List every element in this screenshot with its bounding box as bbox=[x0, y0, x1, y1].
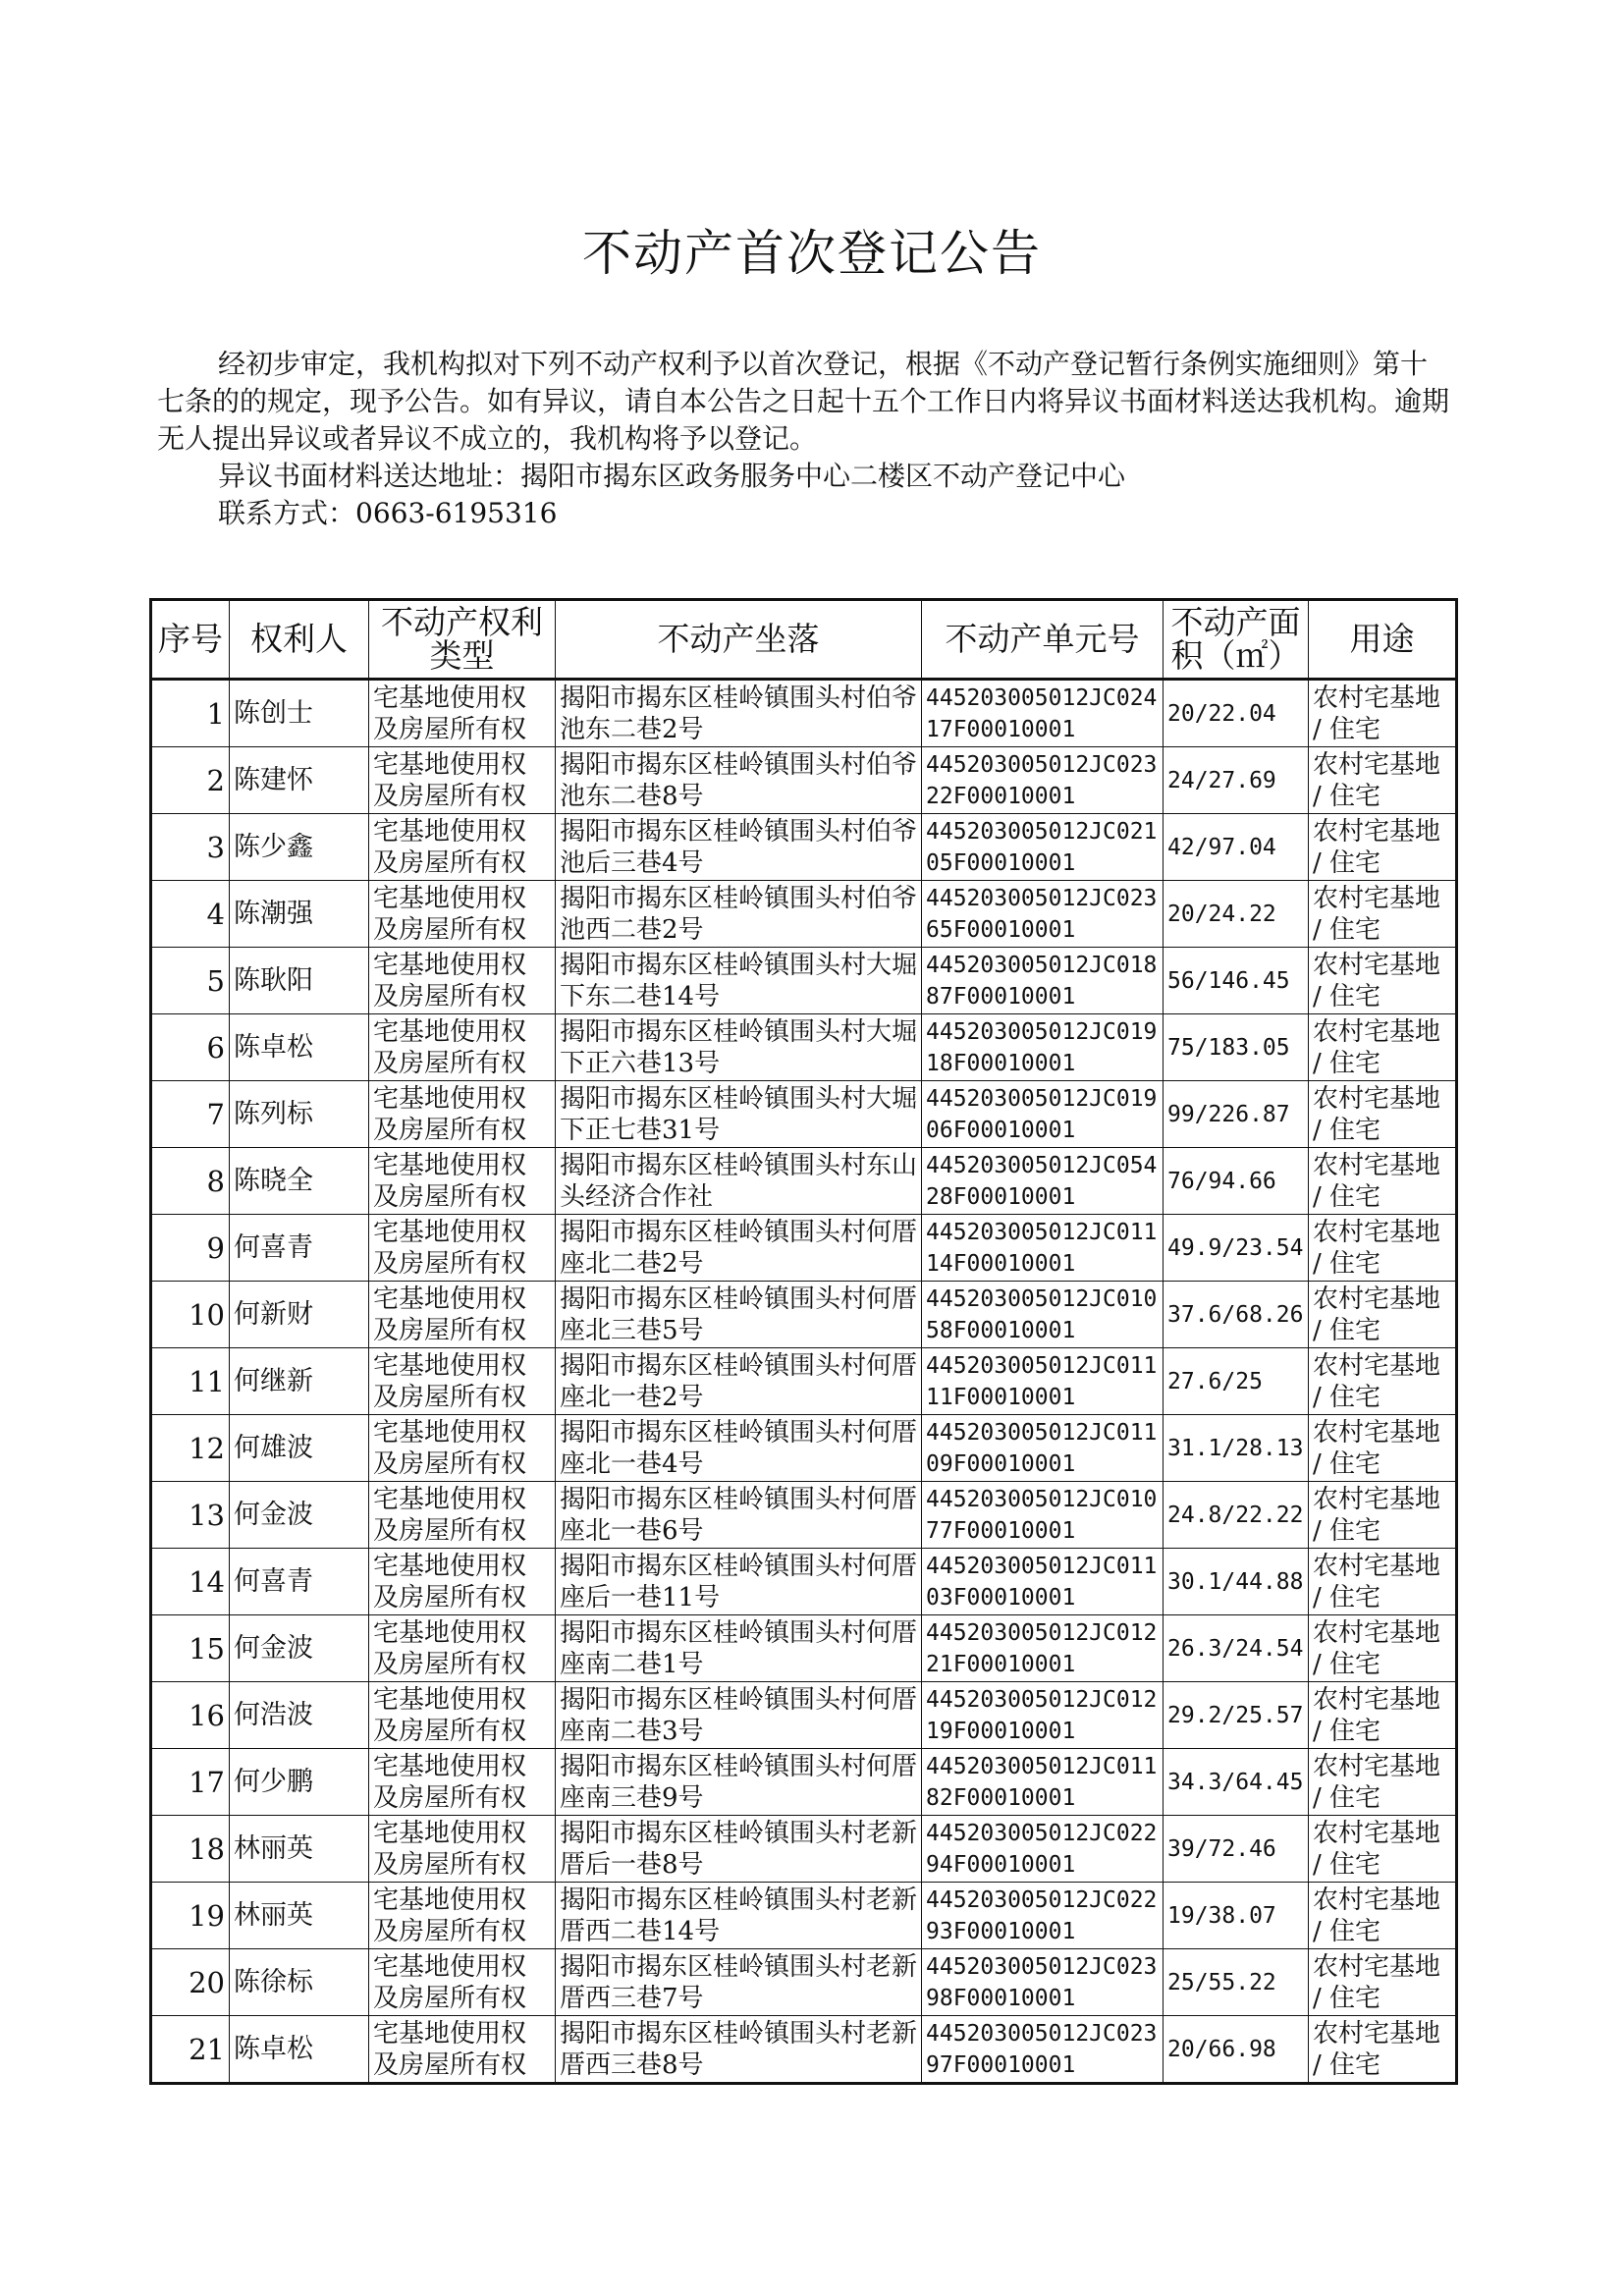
cell-location: 揭阳市揭东区桂岭镇围头村何厝座北二巷2号 bbox=[556, 1215, 922, 1282]
cell-use: 农村宅基地 / 住宅 bbox=[1309, 881, 1457, 948]
cell-no: 17 bbox=[151, 1749, 230, 1816]
cell-unit-number: 445203005012JC02294F00010001 bbox=[922, 1816, 1164, 1883]
table-row bbox=[151, 1816, 1457, 1883]
cell-area: 42/97.04 bbox=[1164, 814, 1309, 881]
cell-right-type: 宅基地使用权及房屋所有权 bbox=[369, 680, 556, 747]
table-row bbox=[151, 1282, 1457, 1348]
cell-location: 揭阳市揭东区桂岭镇围头村伯爷池东二巷8号 bbox=[556, 747, 922, 814]
cell-right-type: 宅基地使用权及房屋所有权 bbox=[369, 747, 556, 814]
cell-right-type: 宅基地使用权及房屋所有权 bbox=[369, 1949, 556, 2016]
cell-location: 揭阳市揭东区桂岭镇围头村老新厝西三巷7号 bbox=[556, 1949, 922, 2016]
cell-owner: 陈卓松 bbox=[230, 2016, 369, 2084]
cell-location: 揭阳市揭东区桂岭镇围头村大堀下正六巷13号 bbox=[556, 1014, 922, 1081]
cell-unit-number: 445203005012JC02293F00010001 bbox=[922, 1883, 1164, 1949]
cell-no: 2 bbox=[151, 747, 230, 814]
cell-use: 农村宅基地 / 住宅 bbox=[1309, 1949, 1457, 2016]
cell-no: 9 bbox=[151, 1215, 230, 1282]
cell-unit-number: 445203005012JC01077F00010001 bbox=[922, 1482, 1164, 1549]
cell-unit-number: 445203005012JC02365F00010001 bbox=[922, 881, 1164, 948]
table-row bbox=[151, 948, 1457, 1014]
table-row bbox=[151, 1415, 1457, 1482]
cell-area: 31.1/28.13 bbox=[1164, 1415, 1309, 1482]
cell-owner: 何喜青 bbox=[230, 1549, 369, 1615]
cell-owner: 陈创士 bbox=[230, 680, 369, 747]
table-row bbox=[151, 1949, 1457, 2016]
table-header-row bbox=[151, 600, 1457, 680]
cell-location: 揭阳市揭东区桂岭镇围头村何厝座北一巷4号 bbox=[556, 1415, 922, 1482]
cell-no: 20 bbox=[151, 1949, 230, 2016]
cell-unit-number: 445203005012JC05428F00010001 bbox=[922, 1148, 1164, 1215]
cell-unit-number: 445203005012JC01887F00010001 bbox=[922, 948, 1164, 1014]
cell-use: 农村宅基地 / 住宅 bbox=[1309, 1749, 1457, 1816]
cell-owner: 何少鹏 bbox=[230, 1749, 369, 1816]
cell-unit-number: 445203005012JC02322F00010001 bbox=[922, 747, 1164, 814]
cell-owner: 陈潮强 bbox=[230, 881, 369, 948]
table-row bbox=[151, 1215, 1457, 1282]
cell-use: 农村宅基地 / 住宅 bbox=[1309, 1415, 1457, 1482]
cell-right-type: 宅基地使用权及房屋所有权 bbox=[369, 1749, 556, 1816]
cell-unit-number: 445203005012JC01109F00010001 bbox=[922, 1415, 1164, 1482]
table-row bbox=[151, 1081, 1457, 1148]
cell-no: 5 bbox=[151, 948, 230, 1014]
cell-use: 农村宅基地 / 住宅 bbox=[1309, 1081, 1457, 1148]
cell-no: 6 bbox=[151, 1014, 230, 1081]
cell-use: 农村宅基地 / 住宅 bbox=[1309, 747, 1457, 814]
cell-right-type: 宅基地使用权及房屋所有权 bbox=[369, 881, 556, 948]
table-row bbox=[151, 881, 1457, 948]
cell-area: 30.1/44.88 bbox=[1164, 1549, 1309, 1615]
cell-unit-number: 445203005012JC01906F00010001 bbox=[922, 1081, 1164, 1148]
cell-use: 农村宅基地 / 住宅 bbox=[1309, 1282, 1457, 1348]
header-area: 不动产面积（㎡） bbox=[1164, 600, 1309, 680]
cell-owner: 何新财 bbox=[230, 1282, 369, 1348]
page-title: 不动产首次登记公告 bbox=[582, 225, 1042, 282]
cell-right-type: 宅基地使用权及房屋所有权 bbox=[369, 1482, 556, 1549]
cell-use: 农村宅基地 / 住宅 bbox=[1309, 1615, 1457, 1682]
cell-area: 34.3/64.45 bbox=[1164, 1749, 1309, 1816]
cell-location: 揭阳市揭东区桂岭镇围头村伯爷池东二巷2号 bbox=[556, 680, 922, 747]
table-row bbox=[151, 814, 1457, 881]
cell-location: 揭阳市揭东区桂岭镇围头村东山头经济合作社 bbox=[556, 1148, 922, 1215]
table-row bbox=[151, 680, 1457, 747]
cell-owner: 何喜青 bbox=[230, 1215, 369, 1282]
cell-location: 揭阳市揭东区桂岭镇围头村伯爷池西二巷2号 bbox=[556, 881, 922, 948]
cell-unit-number: 445203005012JC01114F00010001 bbox=[922, 1215, 1164, 1282]
cell-no: 3 bbox=[151, 814, 230, 881]
cell-unit-number: 445203005012JC01221F00010001 bbox=[922, 1615, 1164, 1682]
cell-location: 揭阳市揭东区桂岭镇围头村伯爷池后三巷4号 bbox=[556, 814, 922, 881]
cell-location: 揭阳市揭东区桂岭镇围头村何厝座北三巷5号 bbox=[556, 1282, 922, 1348]
cell-no: 21 bbox=[151, 2016, 230, 2084]
cell-right-type: 宅基地使用权及房屋所有权 bbox=[369, 1682, 556, 1749]
header-unit-number: 不动产单元号 bbox=[922, 600, 1164, 680]
cell-owner: 何雄波 bbox=[230, 1415, 369, 1482]
cell-right-type: 宅基地使用权及房屋所有权 bbox=[369, 1148, 556, 1215]
cell-use: 农村宅基地 / 住宅 bbox=[1309, 1682, 1457, 1749]
table-row bbox=[151, 1549, 1457, 1615]
cell-area: 37.6/68.26 bbox=[1164, 1282, 1309, 1348]
cell-owner: 林丽英 bbox=[230, 1816, 369, 1883]
cell-use: 农村宅基地 / 住宅 bbox=[1309, 680, 1457, 747]
cell-use: 农村宅基地 / 住宅 bbox=[1309, 1348, 1457, 1415]
cell-unit-number: 445203005012JC02398F00010001 bbox=[922, 1949, 1164, 2016]
cell-owner: 陈徐标 bbox=[230, 1949, 369, 2016]
cell-owner: 陈卓松 bbox=[230, 1014, 369, 1081]
cell-use: 农村宅基地 / 住宅 bbox=[1309, 948, 1457, 1014]
cell-location: 揭阳市揭东区桂岭镇围头村大堀下正七巷31号 bbox=[556, 1081, 922, 1148]
cell-unit-number: 445203005012JC01111F00010001 bbox=[922, 1348, 1164, 1415]
table-row bbox=[151, 1482, 1457, 1549]
cell-right-type: 宅基地使用权及房屋所有权 bbox=[369, 1014, 556, 1081]
cell-no: 7 bbox=[151, 1081, 230, 1148]
cell-right-type: 宅基地使用权及房屋所有权 bbox=[369, 2016, 556, 2084]
cell-no: 1 bbox=[151, 680, 230, 747]
cell-owner: 陈少鑫 bbox=[230, 814, 369, 881]
objection-address: 异议书面材料送达地址：揭阳市揭东区政务服务中心二楼区不动产登记中心 bbox=[218, 460, 1126, 492]
cell-use: 农村宅基地 / 住宅 bbox=[1309, 1482, 1457, 1549]
cell-no: 11 bbox=[151, 1348, 230, 1415]
cell-right-type: 宅基地使用权及房屋所有权 bbox=[369, 1883, 556, 1949]
cell-owner: 何金波 bbox=[230, 1615, 369, 1682]
cell-use: 农村宅基地 / 住宅 bbox=[1309, 1148, 1457, 1215]
cell-area: 26.3/24.54 bbox=[1164, 1615, 1309, 1682]
cell-location: 揭阳市揭东区桂岭镇围头村何厝座后一巷11号 bbox=[556, 1549, 922, 1615]
cell-location: 揭阳市揭东区桂岭镇围头村老新厝后一巷8号 bbox=[556, 1816, 922, 1883]
cell-area: 99/226.87 bbox=[1164, 1081, 1309, 1148]
table-row bbox=[151, 1682, 1457, 1749]
cell-right-type: 宅基地使用权及房屋所有权 bbox=[369, 1816, 556, 1883]
cell-no: 14 bbox=[151, 1549, 230, 1615]
cell-owner: 陈晓全 bbox=[230, 1148, 369, 1215]
cell-location: 揭阳市揭东区桂岭镇围头村老新厝西二巷14号 bbox=[556, 1883, 922, 1949]
header-location: 不动产坐落 bbox=[556, 600, 922, 680]
header-use: 用途 bbox=[1309, 600, 1457, 680]
cell-area: 27.6/25 bbox=[1164, 1348, 1309, 1415]
cell-area: 25/55.22 bbox=[1164, 1949, 1309, 2016]
cell-unit-number: 445203005012JC01182F00010001 bbox=[922, 1749, 1164, 1816]
cell-area: 75/183.05 bbox=[1164, 1014, 1309, 1081]
cell-unit-number: 445203005012JC01103F00010001 bbox=[922, 1549, 1164, 1615]
cell-no: 15 bbox=[151, 1615, 230, 1682]
cell-area: 24/27.69 bbox=[1164, 747, 1309, 814]
table-row bbox=[151, 1615, 1457, 1682]
cell-no: 4 bbox=[151, 881, 230, 948]
cell-use: 农村宅基地 / 住宅 bbox=[1309, 1215, 1457, 1282]
cell-unit-number: 445203005012JC01918F00010001 bbox=[922, 1014, 1164, 1081]
cell-area: 20/66.98 bbox=[1164, 2016, 1309, 2084]
header-no: 序号 bbox=[151, 600, 230, 680]
cell-area: 29.2/25.57 bbox=[1164, 1682, 1309, 1749]
cell-location: 揭阳市揭东区桂岭镇围头村大堀下东二巷14号 bbox=[556, 948, 922, 1014]
cell-area: 20/22.04 bbox=[1164, 680, 1309, 747]
cell-owner: 何继新 bbox=[230, 1348, 369, 1415]
cell-location: 揭阳市揭东区桂岭镇围头村何厝座北一巷2号 bbox=[556, 1348, 922, 1415]
registration-table bbox=[149, 598, 1458, 2085]
contact-info: 联系方式：0663-6195316 bbox=[218, 497, 558, 529]
cell-right-type: 宅基地使用权及房屋所有权 bbox=[369, 1415, 556, 1482]
cell-right-type: 宅基地使用权及房屋所有权 bbox=[369, 948, 556, 1014]
cell-location: 揭阳市揭东区桂岭镇围头村老新厝西三巷8号 bbox=[556, 2016, 922, 2084]
cell-unit-number: 445203005012JC01219F00010001 bbox=[922, 1682, 1164, 1749]
cell-no: 18 bbox=[151, 1816, 230, 1883]
cell-owner: 何浩波 bbox=[230, 1682, 369, 1749]
table-row bbox=[151, 1014, 1457, 1081]
cell-unit-number: 445203005012JC02397F00010001 bbox=[922, 2016, 1164, 2084]
cell-no: 10 bbox=[151, 1282, 230, 1348]
cell-no: 12 bbox=[151, 1415, 230, 1482]
cell-no: 19 bbox=[151, 1883, 230, 1949]
cell-use: 农村宅基地 / 住宅 bbox=[1309, 1816, 1457, 1883]
cell-right-type: 宅基地使用权及房屋所有权 bbox=[369, 1348, 556, 1415]
cell-use: 农村宅基地 / 住宅 bbox=[1309, 1014, 1457, 1081]
table-row bbox=[151, 1749, 1457, 1816]
cell-area: 76/94.66 bbox=[1164, 1148, 1309, 1215]
cell-area: 49.9/23.54 bbox=[1164, 1215, 1309, 1282]
cell-right-type: 宅基地使用权及房屋所有权 bbox=[369, 1215, 556, 1282]
cell-location: 揭阳市揭东区桂岭镇围头村何厝座南二巷3号 bbox=[556, 1682, 922, 1749]
cell-location: 揭阳市揭东区桂岭镇围头村何厝座北一巷6号 bbox=[556, 1482, 922, 1549]
cell-use: 农村宅基地 / 住宅 bbox=[1309, 814, 1457, 881]
notice-paragraph: 经初步审定，我机构拟对下列不动产权利予以首次登记，根据《不动产登记暂行条例实施细则》第十七条的的规定，现予公告。如有异议，请自本公告之日起十五个工作日内将异议书面材料送达我机构。逾期无人提出异议或者异议不成立的，我机构将予以登记。 bbox=[157, 348, 1450, 455]
cell-owner: 陈建怀 bbox=[230, 747, 369, 814]
cell-use: 农村宅基地 / 住宅 bbox=[1309, 1549, 1457, 1615]
cell-owner: 陈列标 bbox=[230, 1081, 369, 1148]
cell-right-type: 宅基地使用权及房屋所有权 bbox=[369, 1282, 556, 1348]
cell-area: 56/146.45 bbox=[1164, 948, 1309, 1014]
cell-unit-number: 445203005012JC02105F00010001 bbox=[922, 814, 1164, 881]
cell-area: 19/38.07 bbox=[1164, 1883, 1309, 1949]
table-row bbox=[151, 1148, 1457, 1215]
cell-owner: 何金波 bbox=[230, 1482, 369, 1549]
cell-area: 24.8/22.22 bbox=[1164, 1482, 1309, 1549]
cell-no: 16 bbox=[151, 1682, 230, 1749]
cell-right-type: 宅基地使用权及房屋所有权 bbox=[369, 1549, 556, 1615]
cell-owner: 陈耿阳 bbox=[230, 948, 369, 1014]
cell-no: 8 bbox=[151, 1148, 230, 1215]
table-row bbox=[151, 747, 1457, 814]
table-row bbox=[151, 1883, 1457, 1949]
cell-right-type: 宅基地使用权及房屋所有权 bbox=[369, 1081, 556, 1148]
notice-intro bbox=[157, 346, 1453, 532]
cell-area: 39/72.46 bbox=[1164, 1816, 1309, 1883]
table-row bbox=[151, 2016, 1457, 2084]
cell-unit-number: 445203005012JC01058F00010001 bbox=[922, 1282, 1164, 1348]
header-right-type: 不动产权利类型 bbox=[369, 600, 556, 680]
cell-location: 揭阳市揭东区桂岭镇围头村何厝座南二巷1号 bbox=[556, 1615, 922, 1682]
cell-location: 揭阳市揭东区桂岭镇围头村何厝座南三巷9号 bbox=[556, 1749, 922, 1816]
cell-use: 农村宅基地 / 住宅 bbox=[1309, 2016, 1457, 2084]
cell-no: 13 bbox=[151, 1482, 230, 1549]
cell-use: 农村宅基地 / 住宅 bbox=[1309, 1883, 1457, 1949]
cell-unit-number: 445203005012JC02417F00010001 bbox=[922, 680, 1164, 747]
cell-area: 20/24.22 bbox=[1164, 881, 1309, 948]
cell-owner: 林丽英 bbox=[230, 1883, 369, 1949]
cell-right-type: 宅基地使用权及房屋所有权 bbox=[369, 1615, 556, 1682]
table-row bbox=[151, 1348, 1457, 1415]
header-owner: 权利人 bbox=[230, 600, 369, 680]
cell-right-type: 宅基地使用权及房屋所有权 bbox=[369, 814, 556, 881]
